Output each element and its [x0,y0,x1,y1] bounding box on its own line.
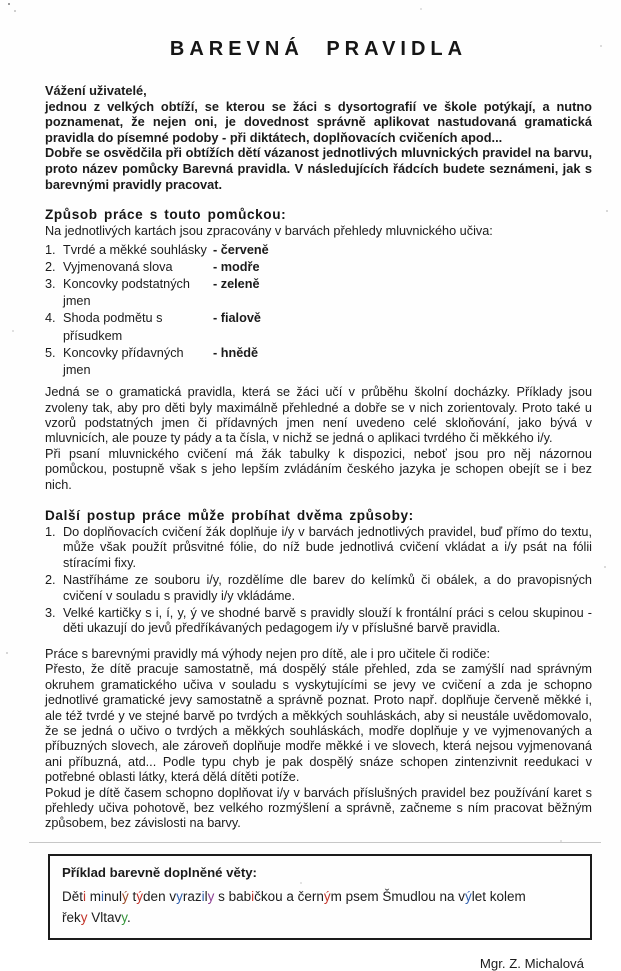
method-paragraph-1: Jedná se o gramatická pravidla, která se žáci učí v průběhu školní docházky. Příklady jsou zvoleny tak, aby pro děti byly maximálně přehledné a dobře se v nich zorientovaly. Proto také u vzorů podstatných jmen či přídavných jmen není uvedeno celé skloňování, jako bývá v mluvnicích, ale pouze ty pády a ta čísla, v nichž se jedná o aplikaci tvrdého či měkkého i/y. [45,385,592,446]
procedure-item-text: Nastříháme ze souboru i/y, rozdělíme dle barev do kelímků či obálek, a do pravopisných cvičení v souladu s pravidly i/y vkládáme. [63,573,592,603]
example-box-heading: Příklad barevně doplněné věty: [62,864,257,880]
rule-number: 5. [45,345,56,360]
procedure-section-heading: Další postup práce může probíhat dvěma způsoby: [45,508,414,524]
rule-color-word: - zeleně [213,276,260,291]
method-paragraph-2: Při psaní mluvnického cvičení má žák tabulky k dispozici, neboť jsou pro něj názornou pomůckou, postupně však s jeho lepším zvládáním českého jazyka je schopen obejít se i bez nich. [45,446,592,492]
color-rule-row [45,345,592,379]
example-colored-sentence: Děti minulý týden vyrazily s babičkou a černým psem Šmudlou na výlet kolem řeky Vltavy. [62,888,526,925]
rule-label: Tvrdé a měkké souhlásky [63,242,207,257]
procedure-item [45,606,592,637]
rule-label: Koncovky přídavných jmen [63,345,184,377]
rule-color-word: - fialově [213,311,261,326]
procedure-list [45,525,592,637]
method-section-heading: Způsob práce s touto pomůckou: [45,207,287,223]
rule-color-word: - hnědě [213,345,259,360]
author-signature: Mgr. Z. Michalová [479,955,584,971]
rule-label: Koncovky podstatných jmen [63,276,190,309]
color-rule-row [45,242,592,259]
rule-label: Vyjmenovaná slova [63,259,173,274]
procedure-item-text: Do doplňovacích cvičení žák doplňuje i/y v barvách jednotlivých pravidel, buď přímo do textu, může však použít průsvitné fólie, do níž bude jednotlivá cvičení vkládat a i/y psát na fólii stíracími fixy. [63,525,592,570]
color-rules-list [45,242,592,380]
rule-color-word: - modře [213,259,260,274]
rule-label: Shoda podmětu s přísudkem [63,311,163,343]
color-rule-row [45,310,592,344]
rule-number: 3. [45,276,56,291]
color-rule-row [45,259,592,276]
example-box [48,854,592,940]
intro-section [45,83,592,192]
color-rule-row [45,276,592,310]
procedure-item-number: 3. [45,606,56,621]
document-title: BAREVNÁ PRAVIDLA [169,38,468,60]
method-description [45,385,592,493]
benefits-paragraph-1: Přesto, že dítě pracuje samostatně, má dospělý stále přehled, zda se zamýšlí nad správným okruhem gramatického učiva v souladu s vyskytujícími se jevy ve cvičení a zda je schopno jednotlivé gramatické jevy samostatně a správně poznat. Proto např. doplňuje červeně měkké i, ale též tvrdé y ve stejné barvě po tvrdých a měkkých souhláskách, aby si neustále uvědomovalo, že se jedná o učivo o tvrdých a měkkých souhláskách, modře doplňuje y ve vyjmenovaných a příbuzných slovech, ale zároveň doplňuje modře měkké i ve slovech, která nejsou vyjmenovaná ani příbuzná, atd... Podle typu chyb je pak dospělý snáze schopen zintenzivnit reedukaci v potřebné oblasti látky, která dělá dítěti potíže. [45,662,592,785]
scan-artifact-rule [29,842,601,843]
method-section-lead: Na jednotlivých kartách jsou zpracovány v barvách přehledy mluvnického učiva: [45,224,493,239]
benefits-section [45,647,592,832]
intro-paragraph-1: jednou z velkých obtíží, se kterou se žáci s dysortografií ve škole potýkají, a nutno poznamenat, že nejen oni, je dovednost správně aplikovat nastudovaná gramatická pravidla do písemné podoby - při diktátech, doplňovacích cvičeních apod... [45,98,592,145]
rule-number: 2. [45,259,56,274]
scan-noise-specks [0,0,2,2]
rule-number: 4. [45,311,56,326]
benefits-lead: Práce s barevnými pravidly má výhody nejen pro dítě, ale i pro učitele či rodiče: [45,646,490,661]
procedure-item-number: 2. [45,573,56,588]
procedure-item-text: Velké kartičky s i, í, y, ý ve shodné barvě s pravidly slouží k frontální práci s celou skupinou - děti ukazují do jevů předříkávaných pedagogem i/y v příslušné barvě pravidla. [63,606,592,636]
rule-number: 1. [45,242,56,257]
procedure-item [45,573,592,604]
benefits-paragraph-2: Pokud je dítě časem schopno doplňovat i/y v barvách příslušných pravidel bez používání karet s přehledy učiva pohotově, bez velkého rozmýšlení a správně, začneme s ním pracovat běžným způsobem, bez závislosti na barvy. [45,785,592,831]
procedure-item [45,525,592,571]
salutation: Vážení uživatelé, [45,83,147,98]
intro-paragraph-2: Dobře se osvědčila při obtížích dětí vázanost jednotlivých mluvnických pravidel na barvu, proto název pomůcky Barevná pravidla. V následujících řádcích budete seznámeni, jak s barevnými pravidly pracovat. [45,145,592,192]
procedure-item-number: 1. [45,525,56,540]
rule-color-word: - červeně [213,242,269,257]
